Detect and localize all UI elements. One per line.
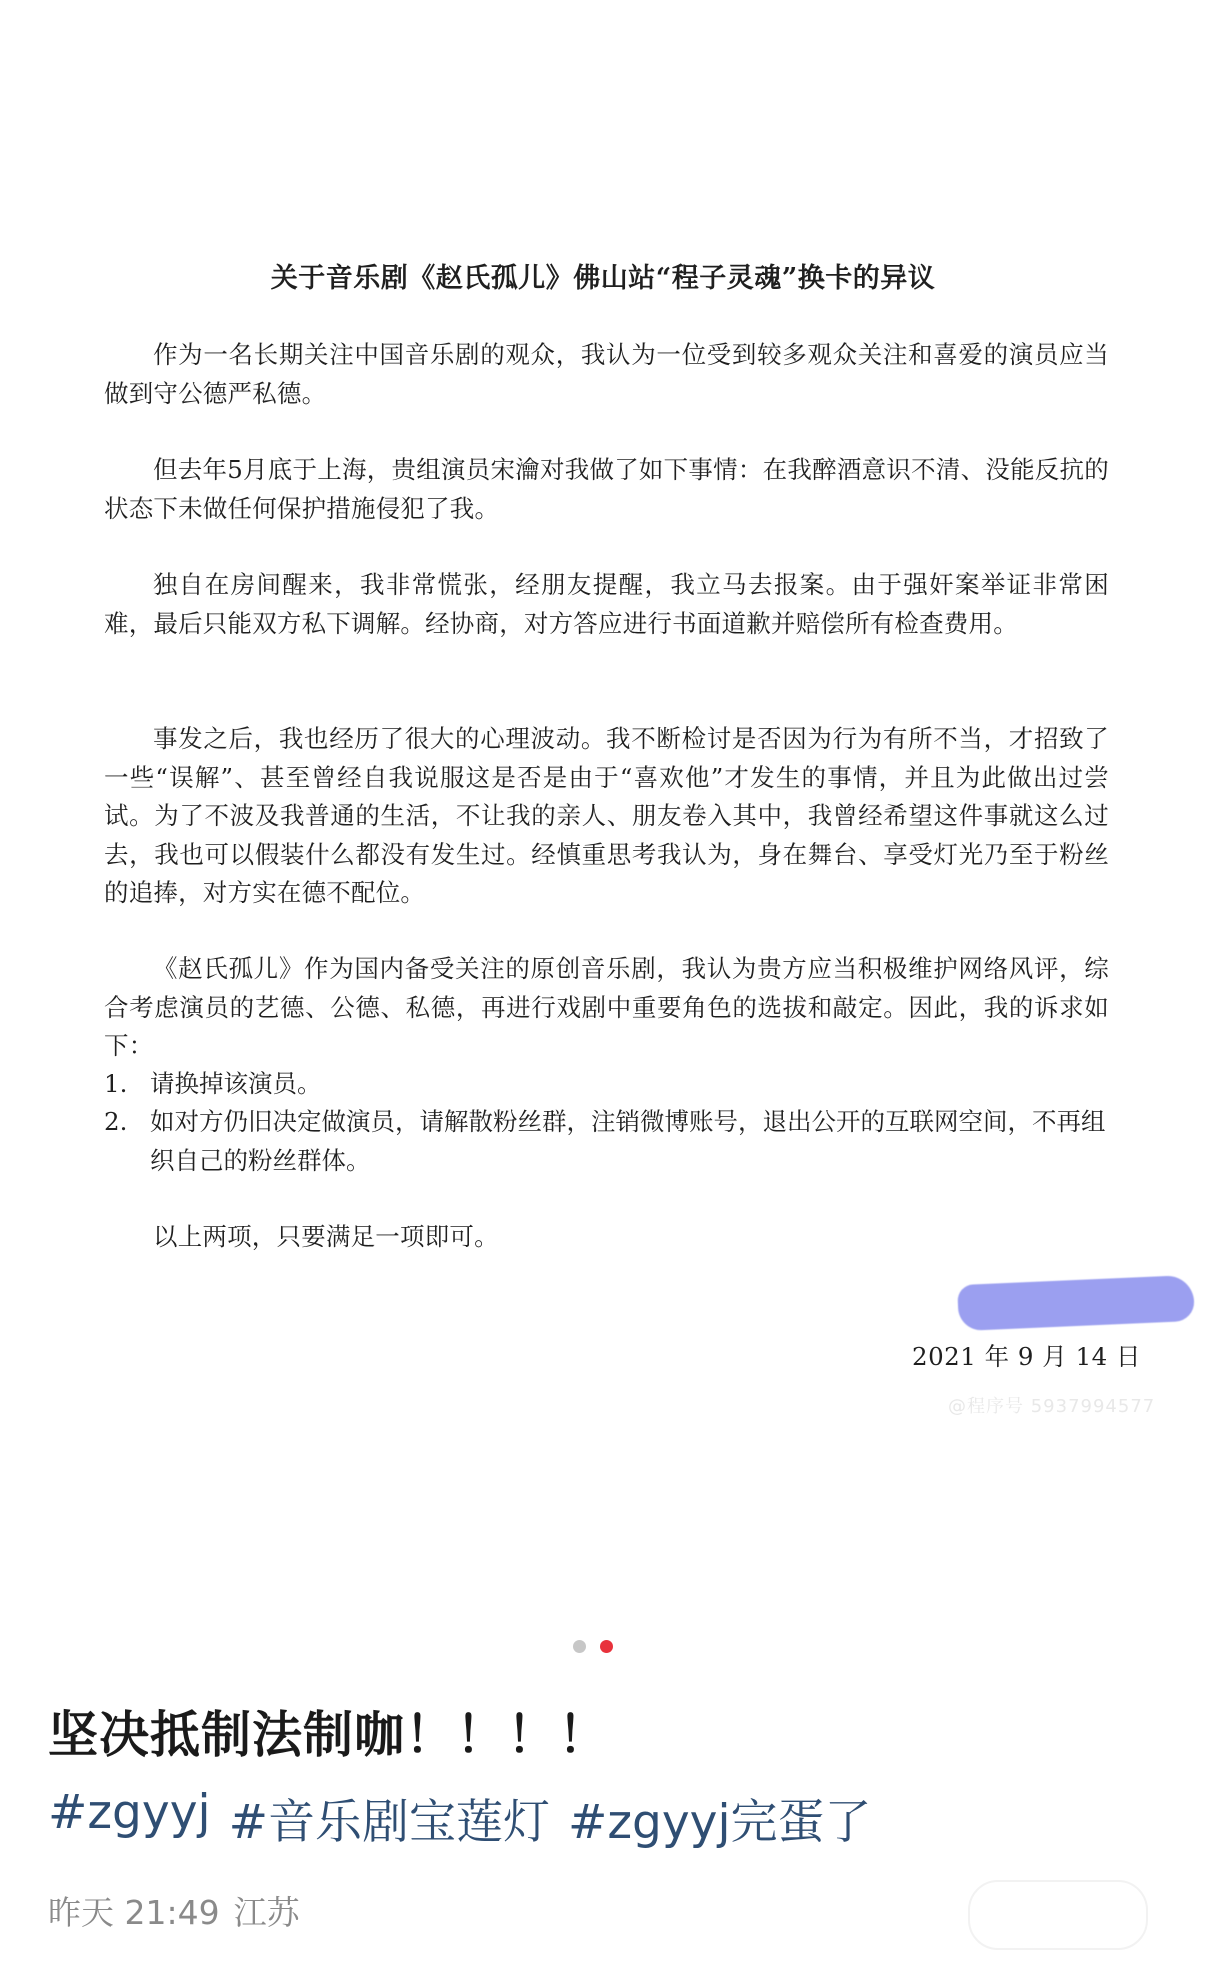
image-pager — [573, 1640, 613, 1653]
document-paragraph-1: 作为一名长期关注中国音乐剧的观众，我认为一位受到较多观众关注和喜爱的演员应当做到守公德严私德。 — [104, 340, 1109, 408]
pager-dot[interactable] — [573, 1640, 586, 1653]
document-paragraph-5: 《赵氏孤儿》作为国内备受关注的原创音乐剧，我认为贵方应当积极维护网络风评，综合考虑演员的艺德、公德、私德，再进行戏剧中重要角色的选拔和敲定。因此，我的诉求如下： — [104, 954, 1109, 1060]
document-paragraph-4: 事发之后，我也经历了很大的心理波动。我不断检讨是否因为行为有所不当，才招致了一些“误解”、甚至曾经自我说服这是否是由于“喜欢他”才发生的事情，并且为此做出过尝试。为了不波及我普通的生活，不让我的亲人、朋友卷入其中，我曾经希望这件事就这么过去，我也可以假装什么都没有发生过。经慎重思考我认为，身在舞台、享受灯光乃至于粉丝的追捧，对方实在德不配位。 — [104, 724, 1109, 907]
list-text: 如对方仍旧决定做演员，请解散粉丝群，注销微博账号，退出公开的互联网空间，不再组织自己的粉丝群体。 — [150, 1107, 1106, 1175]
watermark: @程序号 5937994577 — [948, 1396, 1156, 1417]
list-number: 1. — [104, 1069, 128, 1098]
post-meta — [48, 1887, 300, 1934]
hashtag-link[interactable]: #zgyyj完蛋了 — [567, 1795, 872, 1850]
document-list-item-2 — [104, 1103, 1109, 1180]
document-date: 2021 年 9 月 14 日 — [912, 1342, 1142, 1371]
signature-redaction — [957, 1275, 1195, 1331]
hashtag-row — [48, 1785, 872, 1852]
document-paragraph-3: 独自在房间醒来，我非常慌张，经朋友提醒，我立马去报案。由于强奸案举证非常困难，最后只能双方私下调解。经协商，对方答应进行书面道歉并赔偿所有检查费用。 — [104, 570, 1109, 638]
document-list-item-1 — [104, 1065, 1109, 1104]
list-number: 2. — [104, 1107, 128, 1136]
document-title: 关于音乐剧《赵氏孤儿》佛山站“程子灵魂”换卡的异议 — [270, 263, 936, 294]
post-text: 坚决抵制法制咖！！！！ — [48, 1706, 609, 1764]
hashtag-link[interactable]: #音乐剧宝莲灯 — [228, 1795, 550, 1850]
hashtag-link[interactable]: #zgyyj — [48, 1785, 211, 1840]
list-text: 请换掉该演员。 — [150, 1069, 322, 1098]
faint-action-button[interactable] — [968, 1880, 1148, 1950]
document-paragraph-2: 但去年5月底于上海，贵组演员宋瀹对我做了如下事情：在我醉酒意识不清、没能反抗的状态下未做任何保护措施侵犯了我。 — [104, 455, 1109, 523]
post-time: 昨天 21:49 — [48, 1893, 220, 1932]
post-location: 江苏 — [233, 1893, 300, 1932]
pager-dot-active[interactable] — [600, 1640, 613, 1653]
document-closing: 以上两项，只要满足一项即可。 — [153, 1222, 499, 1251]
